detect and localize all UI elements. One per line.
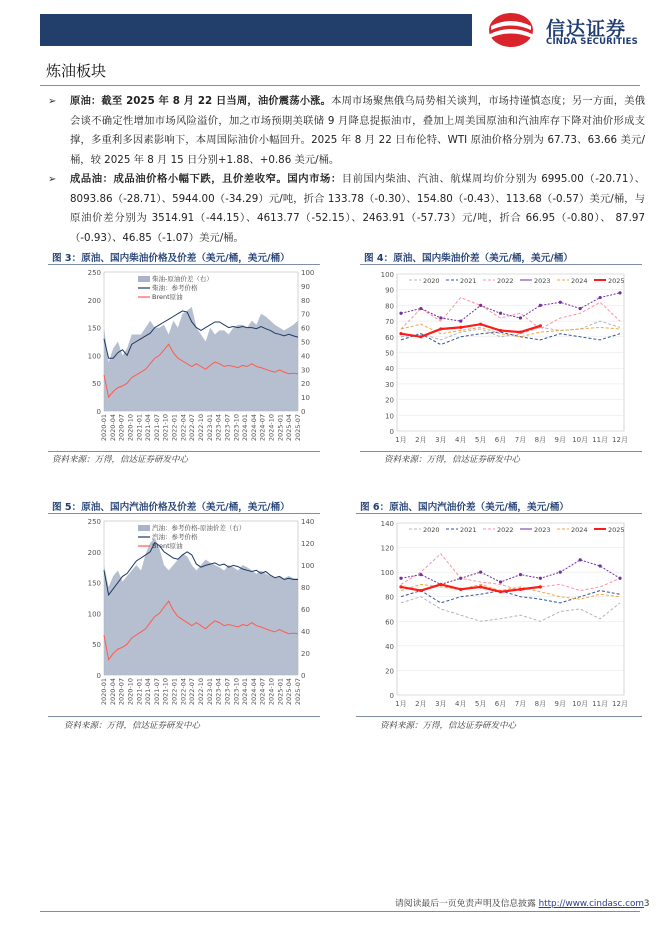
y-left-tick-label: 150 xyxy=(87,579,101,588)
x-tick-label: 5月 xyxy=(474,436,487,444)
figure-3-bottom-rule xyxy=(48,451,320,452)
x-tick-label: 2025-07 xyxy=(294,414,302,442)
x-tick-label: 2020-04 xyxy=(108,414,117,442)
series-point-3 xyxy=(499,580,502,583)
y-tick-label: 40 xyxy=(385,365,394,374)
series-point-5 xyxy=(459,588,462,591)
x-tick-label: 9月 xyxy=(554,700,567,708)
section-title: 炼油板块 xyxy=(46,62,107,80)
logo-en-text: CINDA SECURITIES xyxy=(546,37,638,47)
series-point-5 xyxy=(499,590,502,593)
x-tick-label: 2020-10 xyxy=(126,414,135,442)
y-right-tick-label: 60 xyxy=(301,324,310,333)
x-tick-label: 2023-10 xyxy=(232,414,241,442)
x-tick-label: 7月 xyxy=(514,700,527,708)
header-bar xyxy=(40,14,472,46)
y-right-tick-label: 20 xyxy=(301,650,310,658)
y-left-tick-label: 150 xyxy=(87,324,101,333)
series-point-5 xyxy=(439,327,442,330)
series-point-5 xyxy=(439,583,442,586)
x-tick-label: 2月 xyxy=(415,700,427,708)
x-tick-label: 2023-07 xyxy=(223,414,232,442)
x-tick-label: 2020-01 xyxy=(100,414,108,442)
x-tick-label: 2024-04 xyxy=(249,678,258,706)
y-tick-label: 60 xyxy=(385,333,394,342)
figure-5-chart xyxy=(80,515,320,715)
footer-disclaimer: 请阅读最后一页免责声明及信息披露 xyxy=(395,899,536,909)
y-tick-label: 40 xyxy=(385,642,394,651)
y-left-tick-label: 0 xyxy=(96,408,101,416)
figure-6-title: 图 6：原油、国内汽油价差（美元/桶，美元/桶） xyxy=(360,502,569,513)
legend-label: 汽油：参考价格-原油价差（右） xyxy=(152,524,246,532)
x-tick-label: 10月 xyxy=(572,700,589,708)
logo-cn-text: 信达证券 xyxy=(546,18,627,40)
x-tick-label: 2024-10 xyxy=(267,414,276,442)
x-tick-label: 2020-04 xyxy=(108,678,117,706)
x-tick-label: 5月 xyxy=(474,700,487,708)
series-point-5 xyxy=(399,585,402,588)
y-tick-label: 140 xyxy=(380,520,394,528)
figure-4-title: 图 4：原油、国内柴油价差（美元/桶，美元/桶） xyxy=(364,253,573,264)
series-point-5 xyxy=(419,589,422,592)
series-point-5 xyxy=(519,330,522,333)
x-tick-label: 6月 xyxy=(494,436,507,444)
figure-4-bottom-rule xyxy=(360,451,642,452)
figure-4-chart xyxy=(375,266,630,451)
x-tick-label: 2021-04 xyxy=(144,678,153,706)
x-tick-label: 2022-04 xyxy=(179,678,188,706)
y-left-tick-label: 200 xyxy=(87,296,101,305)
figure-5-title: 图 5：原油、国内汽油价格及价差（美元/桶，美元/桶） xyxy=(52,502,290,513)
legend-label: 2024 xyxy=(571,526,588,534)
x-tick-label: 2023-01 xyxy=(205,414,214,442)
paragraph-body: 目前国内柴油、汽油、航煤周均价分别为 6995.00（-20.71）、8093.86（-28.71）、5944.00（-34.29）元/吨，折合 133.78（-0.30）、154.80（-0.43）、113.68（-0.57）美元/桶，与原油价差分别为 3514.91（-44.15）、4613.77（-52.15）、2463.91（-57.73）元/吨，折合 66.95（-0.80）、 87.97（-0.93）、46.85（-1.07）美元/桶。 xyxy=(70,173,645,244)
paragraph-products xyxy=(70,170,645,248)
x-tick-label: 4月 xyxy=(454,700,467,708)
x-tick-label: 2020-07 xyxy=(117,678,126,706)
y-right-tick-label: 60 xyxy=(301,606,310,614)
x-tick-label: 7月 xyxy=(514,436,527,444)
series-point-3 xyxy=(618,291,621,294)
x-tick-label: 2020-01 xyxy=(100,678,108,706)
figure-6-bottom-rule xyxy=(356,716,642,717)
x-tick-label: 8月 xyxy=(534,700,547,708)
figure-5-rule xyxy=(48,513,320,514)
y-tick-label: 70 xyxy=(385,318,394,327)
series-point-3 xyxy=(399,312,402,315)
x-tick-label: 2022-07 xyxy=(188,414,197,442)
legend-label: 2023 xyxy=(534,526,551,534)
figure-3-chart xyxy=(80,266,320,451)
section-rule xyxy=(40,85,640,86)
y-left-tick-label: 100 xyxy=(87,610,101,619)
series-point-3 xyxy=(598,564,601,567)
y-left-tick-label: 250 xyxy=(87,518,101,526)
x-tick-label: 2020-10 xyxy=(126,678,135,706)
y-right-tick-label: 40 xyxy=(301,352,310,361)
y-left-tick-label: 50 xyxy=(92,380,101,389)
series-point-3 xyxy=(579,558,582,561)
series-point-5 xyxy=(419,335,422,338)
x-tick-label: 2023-04 xyxy=(214,414,223,442)
x-tick-label: 2022-10 xyxy=(197,414,205,442)
series-point-3 xyxy=(559,301,562,304)
paragraph-lead: 成品油：成品油价格小幅下跌，且价差收窄。国内市场： xyxy=(70,173,342,185)
y-right-tick-label: 10 xyxy=(301,394,310,403)
y-right-tick-label: 0 xyxy=(301,672,306,680)
x-tick-label: 9月 xyxy=(554,436,567,444)
y-right-tick-label: 100 xyxy=(301,269,315,277)
y-tick-label: 30 xyxy=(385,380,394,389)
figure-6-rule xyxy=(356,513,642,514)
y-left-tick-label: 100 xyxy=(87,352,101,361)
series-point-3 xyxy=(479,571,482,574)
series-point-5 xyxy=(479,323,482,326)
y-left-tick-label: 50 xyxy=(92,641,101,650)
series-point-3 xyxy=(459,320,462,323)
series-point-3 xyxy=(419,307,422,310)
cinda-logo-icon xyxy=(488,12,534,48)
series-point-3 xyxy=(459,577,462,580)
y-tick-label: 20 xyxy=(385,667,394,676)
x-tick-label: 2021-10 xyxy=(161,414,170,442)
x-tick-label: 2024-04 xyxy=(249,414,258,442)
x-tick-label: 12月 xyxy=(612,700,628,708)
x-tick-label: 2024-07 xyxy=(258,414,267,442)
y-right-tick-label: 0 xyxy=(301,408,306,416)
series-point-3 xyxy=(559,571,562,574)
x-tick-label: 2025-01 xyxy=(276,414,285,442)
legend-label: 2020 xyxy=(423,526,440,534)
y-tick-label: 80 xyxy=(385,302,394,311)
y-tick-label: 100 xyxy=(380,271,394,279)
x-tick-label: 2023-01 xyxy=(205,678,214,706)
x-tick-label: 8月 xyxy=(534,436,547,444)
legend-label: 2024 xyxy=(571,277,588,285)
legend-label: 汽油：参考价格 xyxy=(152,533,198,541)
legend-label: 2023 xyxy=(534,277,551,285)
series-point-5 xyxy=(539,324,542,327)
legend-swatch xyxy=(138,525,150,531)
x-tick-label: 2025-04 xyxy=(285,414,294,442)
x-tick-label: 2024-07 xyxy=(258,678,267,706)
legend-label: 2025 xyxy=(608,277,625,285)
x-tick-label: 2023-07 xyxy=(223,678,232,706)
y-right-tick-label: 90 xyxy=(301,282,310,291)
series-point-3 xyxy=(479,304,482,307)
x-tick-label: 2023-10 xyxy=(232,678,241,706)
legend-label: 2022 xyxy=(497,526,514,534)
y-right-tick-label: 30 xyxy=(301,366,310,375)
x-tick-label: 2025-04 xyxy=(285,678,294,706)
x-tick-label: 3月 xyxy=(435,436,447,444)
bullet-arrow-icon: ➢ xyxy=(48,96,57,107)
series-point-3 xyxy=(579,307,582,310)
x-tick-label: 2021-07 xyxy=(152,414,161,442)
figure-6-source: 资料来源：万得，信达证券研发中心 xyxy=(380,721,517,731)
legend-label: Brent原油 xyxy=(152,542,183,550)
y-right-tick-label: 50 xyxy=(301,338,310,347)
plot-frame xyxy=(397,523,624,695)
paragraph-body: 本周市场聚焦俄乌局势相关谈判，市场持谨慎态度；另一方面，美俄会谈不确定性增加市场风险溢价，加之市场预期美联储 9 月降息提振油市，叠加上周美国原油和汽油库存下降对油价形成支撑，多重利多因素影响下，本周国际油价小幅回升。2025 年 8 月 22 日布伦特、WTI 原油价格分别为 67.73、63.66 美元/桶，较 2025 年 8 月 15 日分别+1.88、+0.86 美元/桶。 xyxy=(70,95,645,166)
legend-label: 柴油-原油价差（右） xyxy=(152,275,213,283)
legend-label: 2022 xyxy=(497,277,514,285)
y-tick-label: 0 xyxy=(389,692,394,700)
x-tick-label: 1月 xyxy=(395,436,407,444)
y-right-tick-label: 80 xyxy=(301,296,310,305)
paragraph-lead: 原油：截至 2025 年 8 月 22 日当周，油价震荡小涨。 xyxy=(70,95,332,107)
series-point-5 xyxy=(459,326,462,329)
cinda-logo xyxy=(488,12,648,52)
y-tick-label: 90 xyxy=(385,286,394,295)
legend-label: 2021 xyxy=(460,526,477,534)
x-tick-label: 2021-04 xyxy=(144,414,153,442)
series-point-5 xyxy=(519,588,522,591)
series-point-3 xyxy=(419,573,422,576)
figure-4-source: 资料来源：万得，信达证券研发中心 xyxy=(384,455,521,465)
paragraph-crude xyxy=(70,92,645,170)
series-point-3 xyxy=(519,573,522,576)
legend-label: 2020 xyxy=(423,277,440,285)
series-point-3 xyxy=(499,312,502,315)
y-right-tick-label: 40 xyxy=(301,628,310,636)
x-tick-label: 2021-10 xyxy=(161,678,170,706)
x-tick-label: 2021-07 xyxy=(152,678,161,706)
legend-label: 2021 xyxy=(460,277,477,285)
legend-swatch xyxy=(138,276,150,282)
x-tick-label: 11月 xyxy=(592,700,609,708)
x-tick-label: 2024-10 xyxy=(267,678,276,706)
footer xyxy=(395,896,650,909)
figure-6-chart xyxy=(375,515,630,715)
page-number: 3 xyxy=(643,899,650,909)
y-tick-label: 0 xyxy=(389,428,394,436)
x-tick-label: 2022-01 xyxy=(170,678,179,706)
series-point-5 xyxy=(479,585,482,588)
y-tick-label: 10 xyxy=(385,412,394,421)
series-point-5 xyxy=(539,585,542,588)
x-tick-label: 2023-04 xyxy=(214,678,223,706)
bullet-arrow-icon: ➢ xyxy=(48,174,57,185)
y-tick-label: 100 xyxy=(380,569,394,578)
legend-label: 2025 xyxy=(608,526,625,534)
y-right-tick-label: 20 xyxy=(301,380,310,389)
x-tick-label: 2024-01 xyxy=(241,678,250,706)
x-tick-label: 2022-07 xyxy=(188,678,197,706)
figure-4-rule xyxy=(360,264,642,265)
x-tick-label: 6月 xyxy=(494,700,507,708)
figure-5-source: 资料来源：万得，信达证券研发中心 xyxy=(64,721,201,731)
figure-5-bottom-rule xyxy=(48,716,320,717)
y-right-tick-label: 140 xyxy=(301,518,315,526)
series-point-3 xyxy=(598,296,601,299)
x-tick-label: 2月 xyxy=(415,436,427,444)
x-tick-label: 12月 xyxy=(612,436,628,444)
x-tick-label: 11月 xyxy=(592,436,609,444)
y-tick-label: 20 xyxy=(385,396,394,405)
y-left-tick-label: 250 xyxy=(87,269,101,277)
figure-3-rule xyxy=(48,264,320,265)
x-tick-label: 2022-01 xyxy=(170,414,179,442)
y-tick-label: 120 xyxy=(380,544,394,553)
x-tick-label: 2022-04 xyxy=(179,414,188,442)
series-point-5 xyxy=(499,329,502,332)
figure-3-title: 图 3：原油、国内柴油价格及价差（美元/桶，美元/桶） xyxy=(52,253,290,264)
y-tick-label: 50 xyxy=(385,349,394,358)
x-tick-label: 2022-10 xyxy=(197,678,205,706)
y-right-tick-label: 70 xyxy=(301,310,310,319)
y-tick-label: 60 xyxy=(385,618,394,627)
series-point-3 xyxy=(519,316,522,319)
y-right-tick-label: 100 xyxy=(301,562,315,570)
x-tick-label: 3月 xyxy=(435,700,447,708)
x-tick-label: 2025-07 xyxy=(294,678,302,706)
series-point-5 xyxy=(399,332,402,335)
series-point-3 xyxy=(399,577,402,580)
series-point-3 xyxy=(618,577,621,580)
x-tick-label: 2025-01 xyxy=(276,678,285,706)
y-tick-label: 80 xyxy=(385,593,394,602)
series-point-3 xyxy=(539,304,542,307)
y-right-tick-label: 80 xyxy=(301,584,310,592)
x-tick-label: 2021-01 xyxy=(135,414,144,442)
figure-3-source: 资料来源：万得，信达证券研发中心 xyxy=(52,455,189,465)
x-tick-label: 2020-07 xyxy=(117,414,126,442)
x-tick-label: 10月 xyxy=(572,436,589,444)
legend-label: Brent原油 xyxy=(152,293,183,301)
x-tick-label: 2024-01 xyxy=(241,414,250,442)
footer-rule xyxy=(40,911,640,912)
series-point-3 xyxy=(439,316,442,319)
y-left-tick-label: 0 xyxy=(96,672,101,680)
footer-link[interactable]: http://www.cindasc.com xyxy=(538,899,644,909)
x-tick-label: 4月 xyxy=(454,436,467,444)
legend-label: 柴油：参考价格 xyxy=(152,284,198,292)
x-tick-label: 2021-01 xyxy=(135,678,144,706)
x-tick-label: 1月 xyxy=(395,700,407,708)
y-right-tick-label: 120 xyxy=(301,540,315,548)
y-left-tick-label: 200 xyxy=(87,548,101,557)
series-point-3 xyxy=(539,577,542,580)
